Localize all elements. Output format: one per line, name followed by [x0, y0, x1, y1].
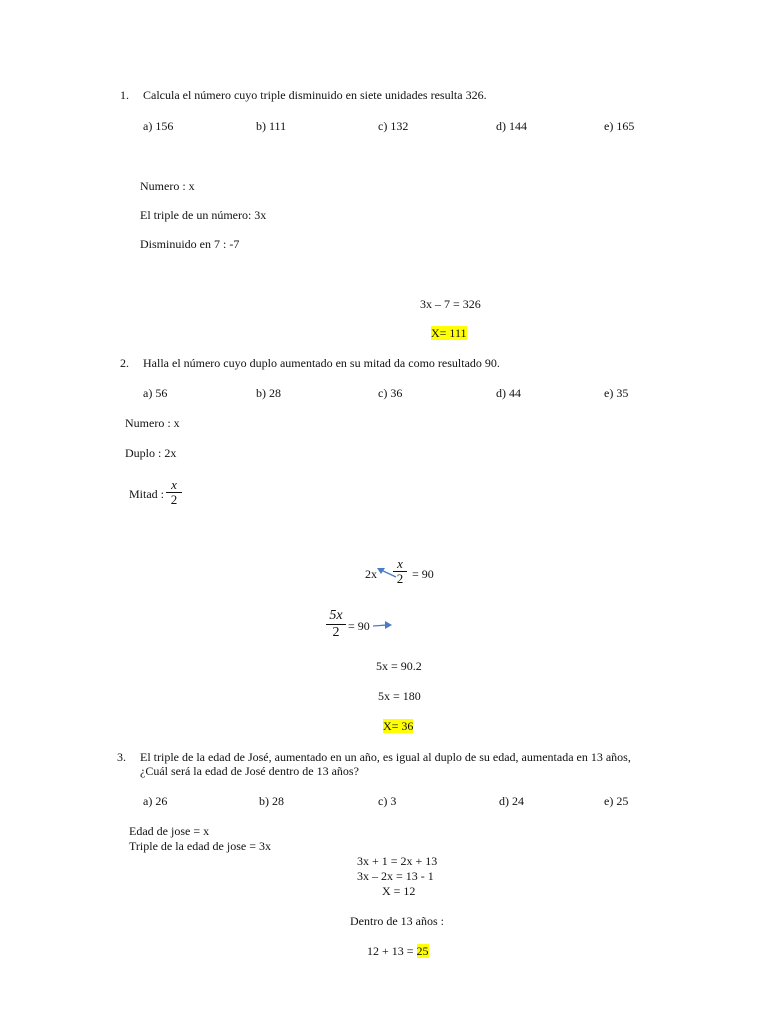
problem-1-option-c: c) 132: [378, 119, 409, 133]
problem-2-option-e: e) 35: [604, 386, 629, 400]
problem-1-note-3: Disminuido en 7 : -7: [140, 237, 240, 251]
problem-3-final-answer: 25: [416, 944, 429, 958]
problem-2-step-1: 5x = 90.2: [376, 659, 422, 673]
problem-2-step-2: 5x = 180: [378, 689, 421, 703]
problem-3-statement-line-1: El triple de la edad de José, aumentado en un año, es igual al duplo de su edad, aumentada en 13 años,: [140, 750, 631, 764]
problem-3-final: [367, 944, 429, 958]
problem-3-step-1: 3x + 1 = 2x + 13: [357, 854, 438, 868]
problem-3-step-2: 3x – 2x = 13 - 1: [357, 869, 434, 883]
problem-2-note-1: Numero : x: [125, 416, 180, 430]
problem-3-later-label: Dentro de 13 años :: [350, 914, 444, 928]
problem-3-step-3: X = 12: [382, 884, 416, 898]
mitad-denominator: 2: [170, 492, 178, 507]
problem-2-option-b: b) 28: [256, 386, 281, 400]
problem-2-note-2: Duplo : 2x: [125, 446, 177, 460]
problem-3-note-2: Triple de la edad de jose = 3x: [129, 839, 271, 853]
problem-1-option-d: d) 144: [496, 119, 527, 133]
mitad-numerator: x: [171, 477, 177, 492]
problem-1-note-1: Numero : x: [140, 179, 195, 193]
problem-1-answer: X= 111: [431, 326, 467, 340]
eq1-right: = 90: [412, 567, 434, 581]
problem-2-mitad-label: Mitad :: [129, 487, 164, 501]
problem-1-equation: 3x – 7 = 326: [420, 297, 481, 311]
problem-1-option-e: e) 165: [604, 119, 635, 133]
problem-3-option-a: a) 26: [143, 794, 168, 808]
problem-2-option-d: d) 44: [496, 386, 521, 400]
eq2-fraction: [326, 608, 346, 641]
problem-2-option-c: c) 36: [378, 386, 403, 400]
problem-3-statement-line-2: ¿Cuál será la edad de José dentro de 13 años?: [140, 764, 359, 778]
eq1-numerator: x: [397, 556, 403, 571]
problem-2-number: 2.: [120, 356, 129, 370]
problem-3-note-1: Edad de jose = x: [129, 824, 210, 838]
problem-2-statement: Halla el número cuyo duplo aumentado en su mitad da como resultado 90.: [143, 356, 500, 370]
eq1-fraction: [393, 557, 407, 586]
problem-1-option-a: a) 156: [143, 119, 174, 133]
eq2-numerator: 5x: [329, 608, 343, 623]
problem-1-option-b: b) 111: [256, 119, 287, 133]
problem-3-final-expr: 12 + 13 =: [367, 944, 417, 958]
problem-3-option-c: c) 3: [378, 794, 397, 808]
mitad-fraction: [166, 478, 182, 507]
problem-1-note-2: El triple de un número: 3x: [140, 208, 267, 222]
problem-3-option-b: b) 28: [259, 794, 284, 808]
eq1-left: 2x: [365, 567, 377, 581]
eq2-right: = 90: [348, 619, 370, 633]
eq1-denominator: 2: [396, 571, 404, 586]
problem-1-statement: Calcula el número cuyo triple disminuido en siete unidades resulta 326.: [143, 88, 487, 102]
eq2-denominator: 2: [332, 625, 340, 640]
problem-3-number: 3.: [117, 750, 126, 764]
problem-1-number: 1.: [120, 88, 129, 102]
problem-3-option-e: e) 25: [604, 794, 629, 808]
problem-2-option-a: a) 56: [143, 386, 168, 400]
arrow-right-icon: [372, 619, 394, 631]
problem-3-option-d: d) 24: [499, 794, 524, 808]
problem-2-answer: X= 36: [383, 719, 414, 733]
